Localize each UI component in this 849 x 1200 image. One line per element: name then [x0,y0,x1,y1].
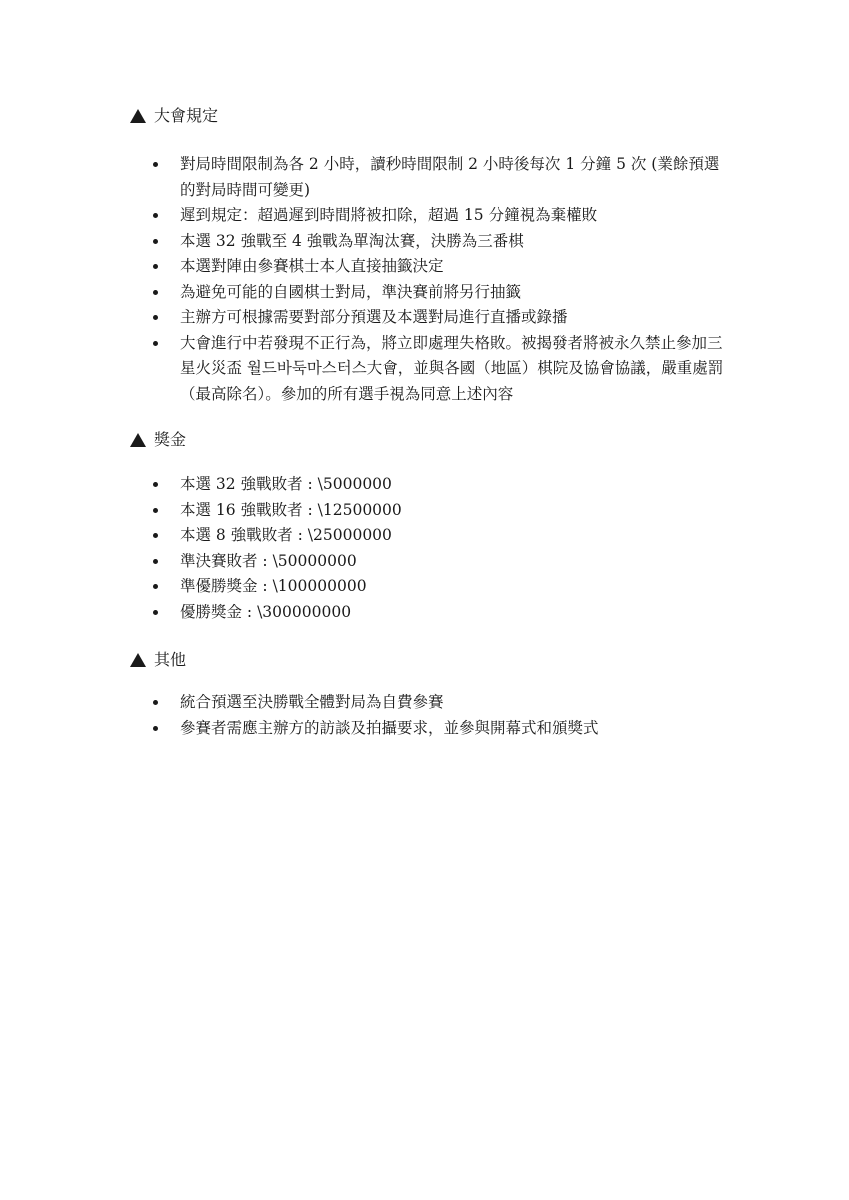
other-list [150,690,730,741]
list-item: 本選 8 強戰敗者 : \25000000 [150,523,730,549]
list-item: 準優勝獎金 : \100000000 [150,574,730,600]
list-item: 本選對陣由參賽棋士本人直接抽籤決定 [150,254,730,280]
bullet-icon [153,264,158,269]
list-item: 本選 32 強戰敗者 : \5000000 [150,472,730,498]
bullet-icon [153,559,158,564]
section-other [130,650,730,737]
triangle-bullet-icon [130,653,146,667]
triangle-bullet-icon [130,433,146,447]
section-title: 大會規定 [154,106,219,125]
bullet-icon [153,213,158,218]
list-item: 大會進行中若發現不正行為，將立即處理失格敗。被揭發者將被永久禁止參加三星火災盃 월드바둑마스터스大會，並與各國（地區）棋院及協會協議，嚴重處罰（最高除名）。參加的所有選手視為同意上述內容 [150,331,730,408]
list-item: 參賽者需應主辦方的訪談及拍攝要求，並參與開幕式和頒獎式 [150,716,730,742]
bullet-icon [153,584,158,589]
bullet-icon [153,341,158,346]
section-prize-money [130,430,730,621]
list-item: 本選 32 強戰至 4 強戰為單淘汰賽，決勝為三番棋 [150,229,730,255]
bullet-icon [153,290,158,295]
list-item: 主辦方可根據需要對部分預選及本選對局進行直播或錄播 [150,305,730,331]
triangle-bullet-icon [130,109,146,123]
list-item: 準決賽敗者 : \50000000 [150,549,730,575]
bullet-icon [153,700,158,705]
bullet-icon [153,508,158,513]
list-item: 優勝獎金 : \300000000 [150,600,730,626]
bullet-icon [153,726,158,731]
section-heading [130,650,730,670]
bullet-icon [153,482,158,487]
section-title: 獎金 [154,430,187,449]
list-item: 為避免可能的自國棋士對局，準決賽前將另行抽籤 [150,280,730,306]
section-heading [130,430,730,450]
section-rules [130,106,730,403]
list-item: 對局時間限制為各 2 小時，讀秒時間限制 2 小時後每次 1 分鐘 5 次 (業餘預選的對局時間可變更) [150,152,730,203]
list-item: 本選 16 強戰敗者 : \12500000 [150,498,730,524]
bullet-icon [153,162,158,167]
section-heading [130,106,730,126]
section-title: 其他 [154,650,187,669]
list-item: 統合預選至決勝戰全體對局為自費參賽 [150,690,730,716]
rules-list [150,152,730,407]
bullet-icon [153,533,158,538]
list-item: 遲到規定：超過遲到時間將被扣除，超過 15 分鐘視為棄權敗 [150,203,730,229]
bullet-icon [153,610,158,615]
prize-list [150,472,730,625]
bullet-icon [153,239,158,244]
bullet-icon [153,315,158,320]
